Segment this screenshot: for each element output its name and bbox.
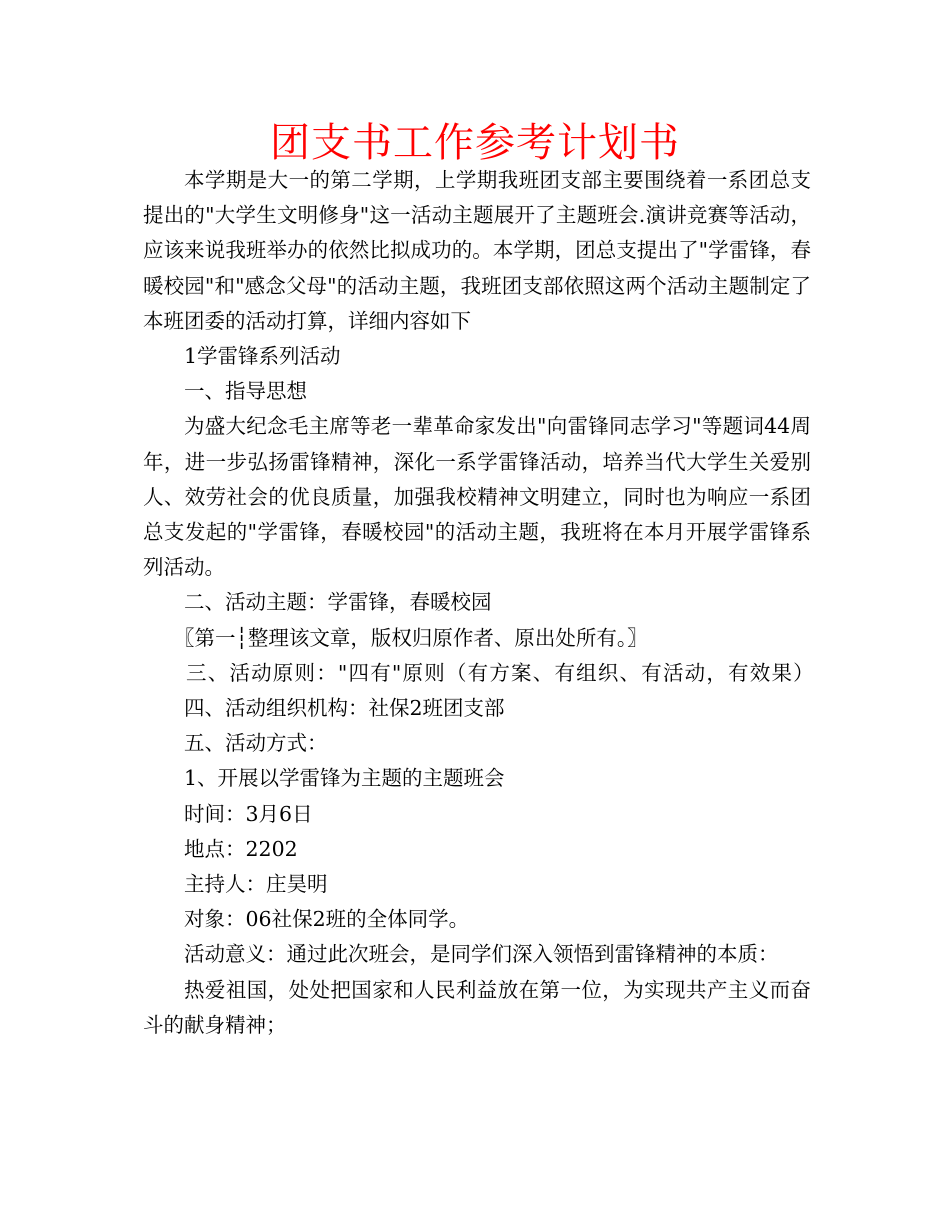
paragraph-intro: 本学期是大一的第二学期，上学期我班团支部主要围绕着一系团总支提出的"大学生文明修身"这一活动主题展开了主题班会.演讲竞赛等活动，应该来说我班举办的依然比拟成功的。本学期，团总支提出了"学雷锋，春暖校园"和"感念父母"的活动主题，我班团支部依照这两个活动主题制定了本班团委的活动打算，详细内容如下 xyxy=(143,168,811,333)
detail-time: 时间：3月6日 xyxy=(184,801,313,826)
document-title: 团支书工作参考计划书 xyxy=(270,120,680,166)
section-heading-activity-theme: 二、活动主题：学雷锋，春暖校园 xyxy=(184,590,492,615)
document-body xyxy=(143,163,815,1043)
list-item-theme-class-meeting: 1、开展以学雷锋为主题的主题班会 xyxy=(184,766,505,791)
section-heading-organization: 四、活动组织机构：社保2班团支部 xyxy=(184,696,505,721)
section-heading-guiding-thought: 一、指导思想 xyxy=(184,379,307,404)
section-heading-leifeng-series: 1学雷锋系列活动 xyxy=(184,344,341,369)
paragraph-patriotism: 热爱祖国，处处把国家和人民利益放在第一位，为实现共产主义而奋斗的献身精神； xyxy=(143,977,811,1037)
paragraph-guiding-thought: 为盛大纪念毛主席等老一辈革命家发出"向雷锋同志学习"等题词44周年，进一步弘扬雷锋精神，深化一系学雷锋活动，培养当代大学生关爱别人、效劳社会的优良质量，加强我校精神文明建立，同时也为响应一系团总支发起的"学雷锋，春暖校园"的活动主题，我班将在本月开展学雷锋系列活动。 xyxy=(143,414,811,580)
copyright-note: 〖第一┆整理该文章，版权归原作者、原出处所有。〗 xyxy=(174,625,648,650)
detail-significance: 活动意义：通过此次班会，是同学们深入领悟到雷锋精神的本质： xyxy=(184,942,779,967)
section-heading-activity-method: 五、活动方式： xyxy=(184,731,328,756)
detail-location: 地点：2202 xyxy=(184,836,298,861)
detail-audience: 对象：06社保2班的全体同学。 xyxy=(184,907,470,932)
section-heading-activity-principle: 三、活动原则："四有"原则（有方案、有组织、有活动，有效果） xyxy=(186,660,815,685)
detail-host: 主持人：庄昊明 xyxy=(184,872,328,897)
